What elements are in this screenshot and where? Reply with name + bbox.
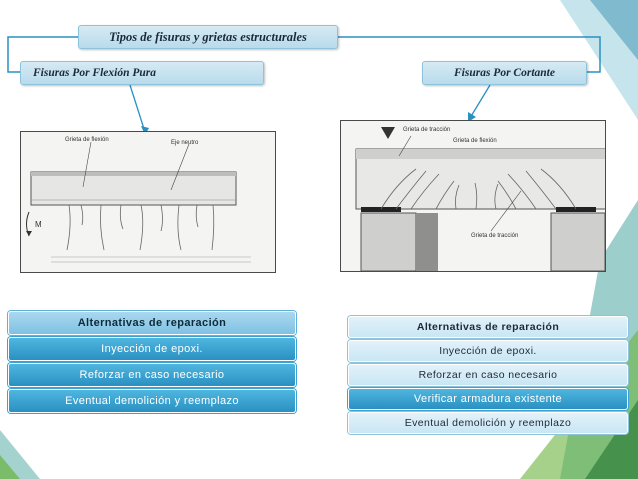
left-repair-item-label: Eventual demolición y reemplazo — [65, 395, 239, 407]
left-repair-header-label: Alternativas de reparación — [77, 317, 227, 329]
left-repair-item — [8, 363, 296, 387]
traction-top-label: Grieta de tracción — [403, 127, 451, 133]
right-repair-header — [348, 316, 628, 338]
shear-figure — [340, 120, 606, 272]
neutral-axis-label: Eje neutro — [171, 140, 199, 146]
right-repair-item — [348, 340, 628, 362]
right-repair-item-label: Reforzar en caso necesario — [418, 369, 558, 381]
crack-label: Grieta de flexión — [65, 137, 109, 143]
moment-label: M — [35, 220, 42, 229]
right-repair-item — [348, 388, 628, 410]
left-repair-item-label: Inyección de epoxi. — [101, 343, 203, 355]
flexion-figure — [20, 131, 276, 273]
right-repair-item-label: Verificar armadura existente — [413, 393, 563, 405]
right-repair-item — [348, 364, 628, 386]
right-repair-header-label: Alternativas de reparación — [416, 321, 560, 333]
right-repair-item-label: Inyección de epoxi. — [439, 345, 537, 357]
left-repair-item — [8, 337, 296, 361]
right-heading — [422, 61, 587, 85]
diagram-title: Tipos de fisuras y grietas estructurales — [78, 25, 338, 49]
left-repair-header — [8, 311, 296, 335]
flexion-illustration — [21, 132, 275, 272]
left-repair-item-label: Reforzar en caso necesario — [79, 369, 225, 381]
right-repair-item — [348, 412, 628, 434]
flexion-label: Grieta de flexión — [453, 138, 497, 144]
right-heading-label: Fisuras Por Cortante — [454, 67, 555, 79]
left-heading — [20, 61, 264, 85]
left-heading-label: Fisuras Por Flexión Pura — [33, 67, 157, 79]
left-repair-item — [8, 389, 296, 413]
traction-bottom-label: Grieta de tracción — [471, 233, 519, 239]
right-repair-item-label: Eventual demolición y reemplazo — [404, 417, 572, 429]
